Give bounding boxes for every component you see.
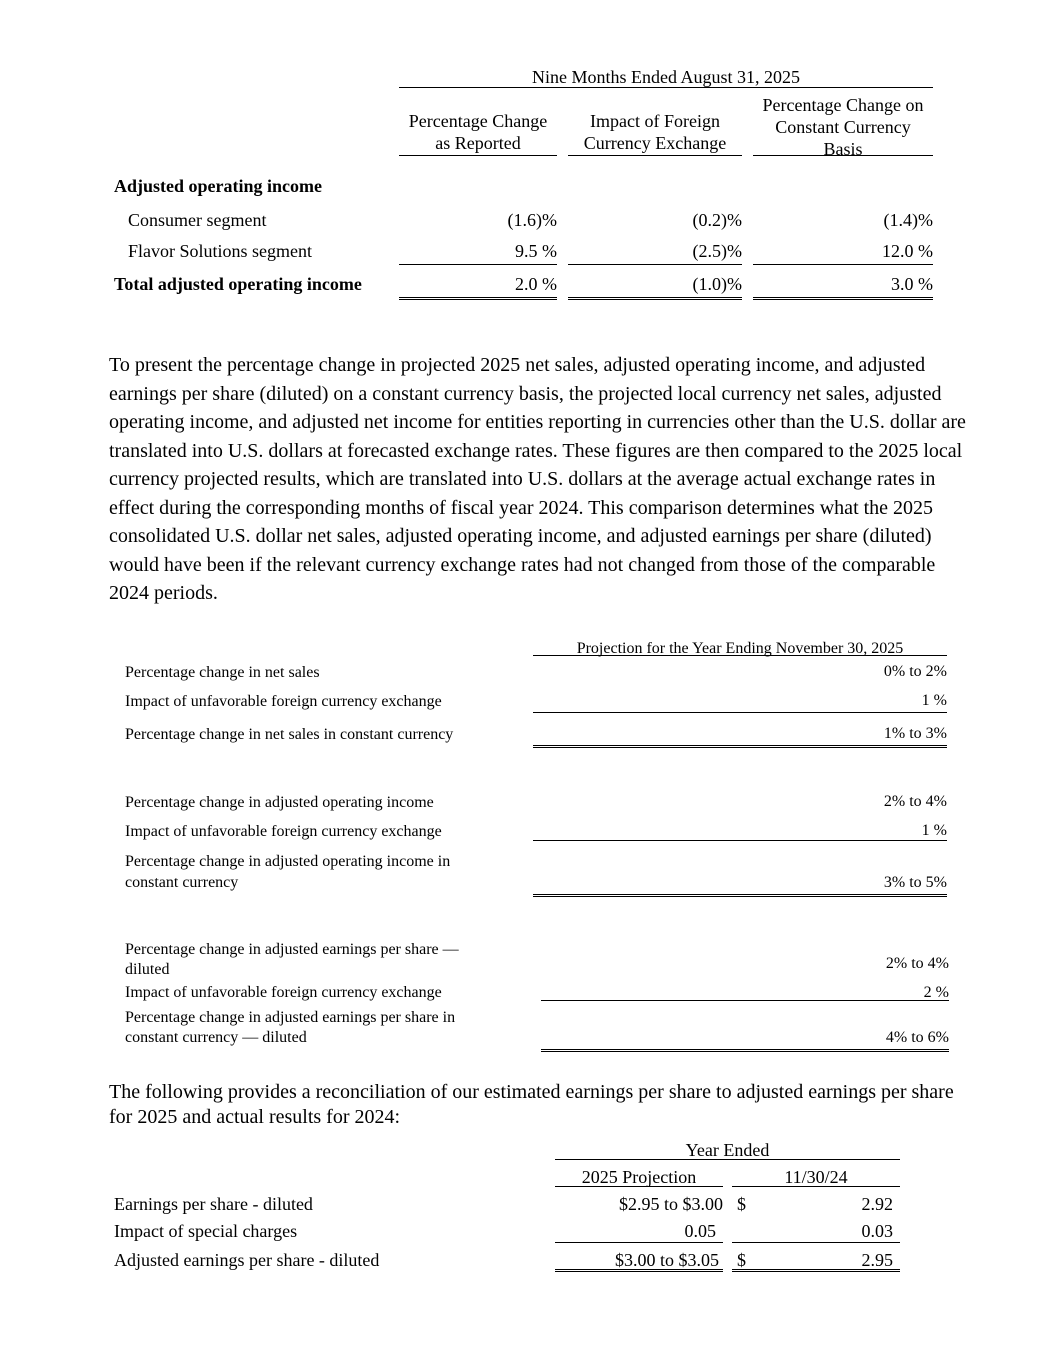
col-header-2025: 2025 Projection <box>581 1167 697 1187</box>
reconciliation-paragraph: The following provides a reconciliation of our estimated earnings per share to adjusted earnings per share for 2025 and actual results for 2024: <box>109 1081 954 1128</box>
col-header-constant-currency: Percentage Change on Constant Currency Basis <box>762 95 924 159</box>
col-header-2024: 11/30/24 <box>784 1167 848 1187</box>
col-header-reported: Percentage Change as Reported <box>408 111 548 153</box>
year-ended-header: Year Ended <box>685 1140 770 1160</box>
section-label: Adjusted operating income <box>114 176 322 196</box>
period-header: Nine Months Ended August 31, 2025 <box>532 67 800 87</box>
constant-currency-paragraph: To present the percentage change in projected 2025 net sales, adjusted operating income, and adjusted earnings per share (diluted) on a constant currency basis, the projected local currency net sales, adjusted operating income, and adjusted net income for entities reporting in currencies other than the U.S. dollar are translated into U.S. dollars at forecasted exchange rates. These figures are then compared to the 2025 local currency projected results, which are translated into U.S. dollars at the average actual exchange rates in effect during the corresponding months of fiscal year 2024. This comparison determines what the 2025 consolidated U.S. dollar net sales, adjusted operating income, and adjusted earnings per share (diluted) would have been if the relevant currency exchange rates had not changed from those of the comparable 2024 periods. <box>109 354 966 604</box>
projection-header: Projection for the Year Ending November 30, 2025 <box>576 640 904 657</box>
col-header-fx-impact: Impact of Foreign Currency Exchange <box>583 111 727 153</box>
